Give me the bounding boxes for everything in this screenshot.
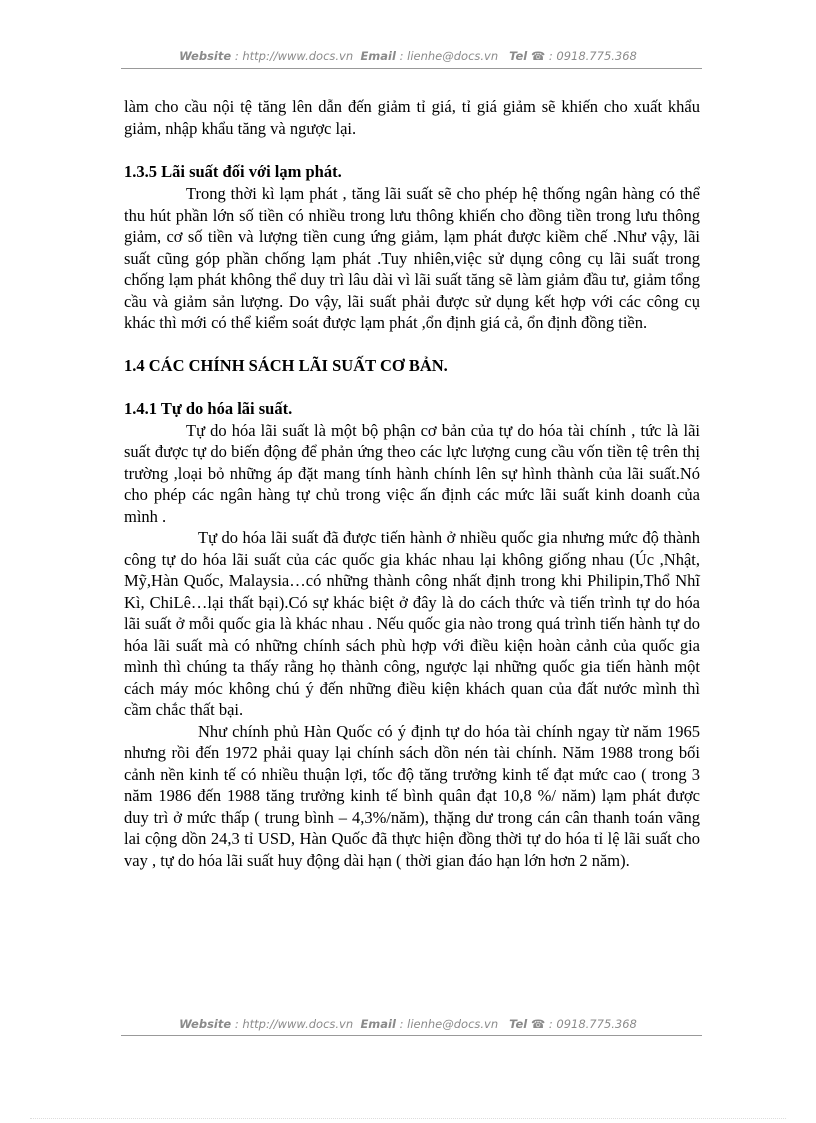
section-heading-1-4-1: 1.4.1 Tự do hóa lãi suất.	[124, 398, 293, 418]
footer-email-value: : lienhe@docs.vn	[395, 1017, 499, 1031]
paragraph-1-4-1-c: Như chính phủ Hàn Quốc có ý định tự do hóa tài chính ngay từ năm 1965 nhưng rồi đến 1972 phải quay lại chính sách dồn nén tài chính. Năm 1988 trong bối cảnh nền kinh tế có nhiều thuận lợi, tốc độ tăng trưởng kinh tế đạt mức cao ( trong 3 năm 1986 đến 1988 tăng trưởng kinh tế bình quân đạt 10,8 %/ năm) lạm phát được duy trì ở mức thấp ( trung bình – 4,3%/năm), thặng dư trong cán cân thanh toán vãng lai cộng dồn 24,3 tỉ USD, Hàn Quốc đã thực hiện đồng thời tự do hóa tỉ lệ lãi suất cho vay , tự do hóa lãi suất huy động dài hạn ( thời gian đáo hạn lớn hơn 2 năm).	[124, 721, 700, 870]
paragraph-1-3-5: Trong thời kì lạm phát , tăng lãi suất sẽ cho phép hệ thống ngân hàng có thể thu hút phần lớn số tiền có nhiều trong lưu thông khiến cho đồng tiền trong lưu thông giảm, cơ số tiền và lượng tiền cung ứng giảm, lạm phát được kiềm chế .Như vậy, lãi suất cũng góp phần chống lạm phát .Tuy nhiên,việc sử dụng công cụ lãi suất trong chống lạm phát không thể duy trì lâu dài vì lãi suất tăng sẽ làm giảm đầu tư, giảm tổng cầu và giảm sản lượng. Do vậy, lãi suất phải được sử dụng kết hợp với các công cụ khác thì mới có thể kiểm soát được lạm phát ,ổn định giá cả, ổn định đồng tiền.	[124, 184, 700, 332]
footer-website-label: Website	[179, 1017, 232, 1031]
header-email-value: : lienhe@docs.vn	[395, 49, 499, 63]
header-website-label: Website	[179, 49, 232, 63]
paragraph-1-4-1-a: Tự do hóa lãi suất là một bộ phận cơ bản của tự do hóa tài chính , tức là lãi suất được tự do biến động để phản ứng theo các lực lượng cung cầu vốn tiền tệ trên thị trường ,loại bỏ những áp đặt mang tính hành chính lên sự hình thành của lãi suất.Nó cho phép các ngân hàng tự chủ trong việc ấn định các mức lãi suất kinh doanh của mình .	[124, 420, 700, 526]
footer-email-label: Email	[360, 1017, 396, 1031]
header-website-value: : http://www.docs.vn	[231, 49, 354, 63]
section-heading-1-4: 1.4 CÁC CHÍNH SÁCH LÃI SUẤT CƠ BẢN.	[124, 355, 448, 375]
header-email-label: Email	[360, 49, 396, 63]
phone-icon: ☎	[530, 49, 546, 63]
paragraph-1-4-1-b: Tự do hóa lãi suất đã được tiến hành ở nhiều quốc gia nhưng mức độ thành công tự do hóa lãi suất của các quốc gia khác nhau lại không giống nhau (Úc ,Nhật, Mỹ,Hàn Quốc, Malaysia…có những thành công nhất định trong khi Philipin,Thổ Nhĩ Kì, ChiLê…lại thất bại).Có sự khác biệt ở đây là do cách thức và tiến trình tự do hóa lãi suất ở mỗi quốc gia là khác nhau . Nếu quốc gia nào trong quá trình tiến hành tự do hóa lãi suất mà có những chính sách phù hợp với điều kiện hoàn cảnh của quốc gia mình thì chúng ta thấy rằng họ thành công, ngược lại những quốc gia tiến hành một cách máy móc không chú ý đến những điều kiện khách quan của đất nước mình thì cầm chắc thất bại.	[124, 528, 700, 719]
phone-icon: ☎	[530, 1017, 546, 1031]
intro-paragraph: làm cho cầu nội tệ tăng lên dẫn đến giảm tỉ giá, tỉ giá giảm sẽ khiến cho xuất khẩu giảm, nhập khẩu tăng và ngược lại.	[124, 97, 700, 138]
header-rule	[121, 68, 702, 69]
document-body	[124, 96, 700, 871]
section-heading-1-3-5: 1.3.5 Lãi suất đối với lạm phát.	[124, 162, 342, 181]
page-bottom-border	[30, 1118, 786, 1119]
page-footer	[0, 1017, 816, 1031]
page-header	[0, 49, 816, 63]
footer-website-value: : http://www.docs.vn	[231, 1017, 354, 1031]
header-tel-label: Tel	[509, 49, 528, 63]
header-tel-value: : 0918.775.368	[545, 49, 637, 63]
footer-rule	[121, 1035, 702, 1036]
footer-tel-value: : 0918.775.368	[545, 1017, 637, 1031]
footer-tel-label: Tel	[509, 1017, 528, 1031]
